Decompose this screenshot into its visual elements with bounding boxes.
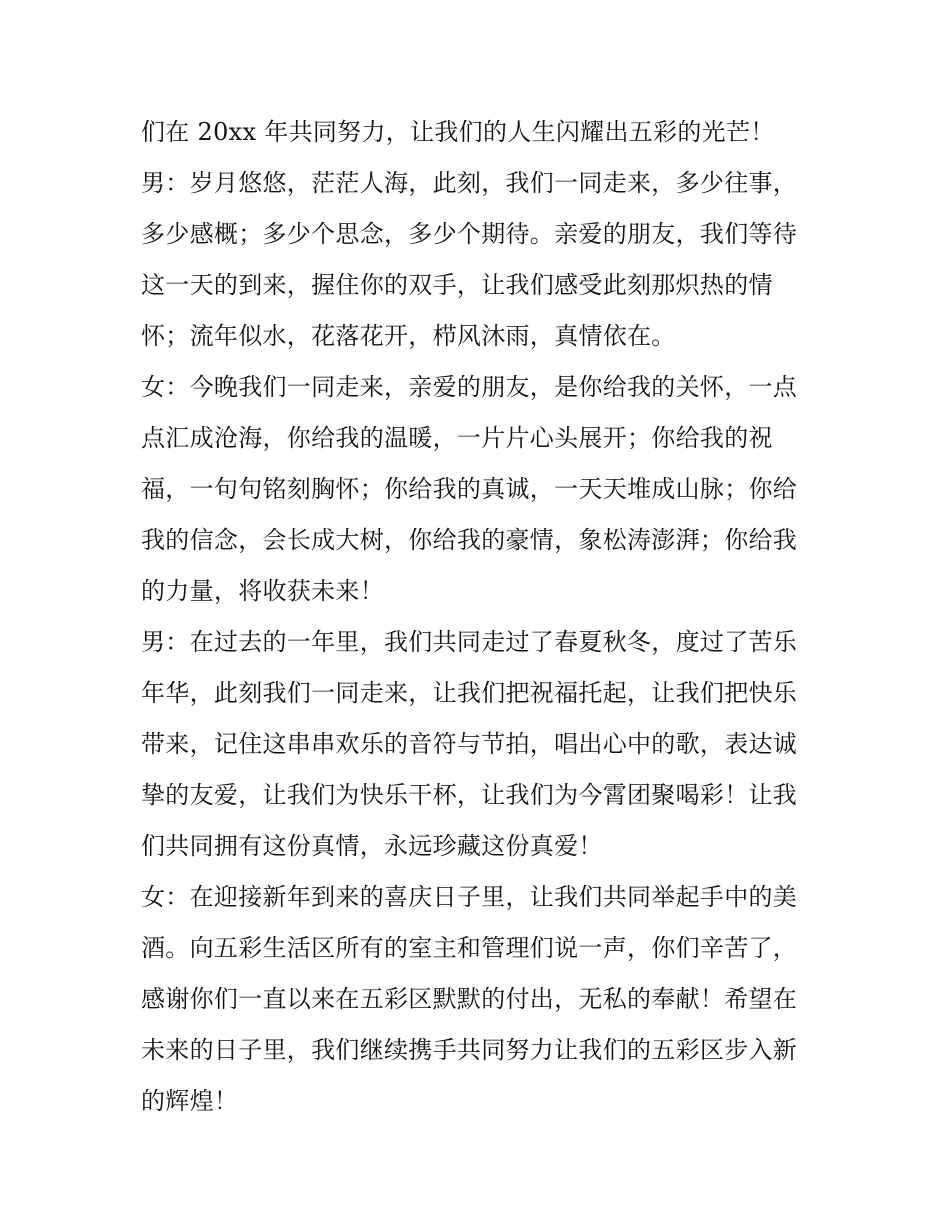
text-line: 女：在迎接新年到来的喜庆日子里，让我们共同举起手中的美 <box>141 883 798 911</box>
text-line: 的辉煌！ <box>141 1087 239 1115</box>
text-line: 酒。向五彩生活区所有的室主和管理们说一声，你们辛苦了， <box>141 934 798 962</box>
text-line: 点汇成沧海，你给我的温暖，一片片心头展开；你给我的祝 <box>141 424 773 452</box>
text-line: 挚的友爱，让我们为快乐干杯，让我们为今霄团聚喝彩！让我 <box>141 781 798 809</box>
text-line: 带来，记住这串串欢乐的音符与节拍，唱出心中的歌，表达诚 <box>141 730 798 758</box>
text-line: 男：岁月悠悠，茫茫人海，此刻，我们一同走来，多少往事， <box>141 169 798 197</box>
text-line: 女：今晚我们一同走来，亲爱的朋友，是你给我的关怀，一点 <box>141 373 798 401</box>
text-line: 福，一句句铭刻胸怀；你给我的真诚，一天天堆成山脉；你给 <box>141 475 798 503</box>
text-line: 我的信念，会长成大树，你给我的豪情，象松涛澎湃；你给我 <box>141 526 798 554</box>
text-line: 感谢你们一直以来在五彩区默默的付出，无私的奉献！希望在 <box>141 985 798 1013</box>
text-line: 们在 20xx 年共同努力，让我们的人生闪耀出五彩的光芒！ <box>141 118 775 146</box>
text-line: 这一天的到来，握住你的双手，让我们感受此刻那炽热的情 <box>141 271 773 299</box>
text-line: 年华，此刻我们一同走来，让我们把祝福托起，让我们把快乐 <box>141 679 798 707</box>
text-line: 们共同拥有这份真情，永远珍藏这份真爱！ <box>141 832 603 860</box>
text-line: 未来的日子里，我们继续携手共同努力让我们的五彩区步入新 <box>141 1036 798 1064</box>
text-line: 男：在过去的一年里，我们共同走过了春夏秋冬，度过了苦乐 <box>141 628 798 656</box>
text-line: 怀；流年似水，花落花开，栉风沐雨，真情依在。 <box>141 322 676 350</box>
text-line: 的力量，将收获未来！ <box>141 577 384 605</box>
text-line: 多少感概；多少个思念，多少个期待。亲爱的朋友，我们等待 <box>141 220 798 248</box>
document-body <box>141 107 821 1127</box>
